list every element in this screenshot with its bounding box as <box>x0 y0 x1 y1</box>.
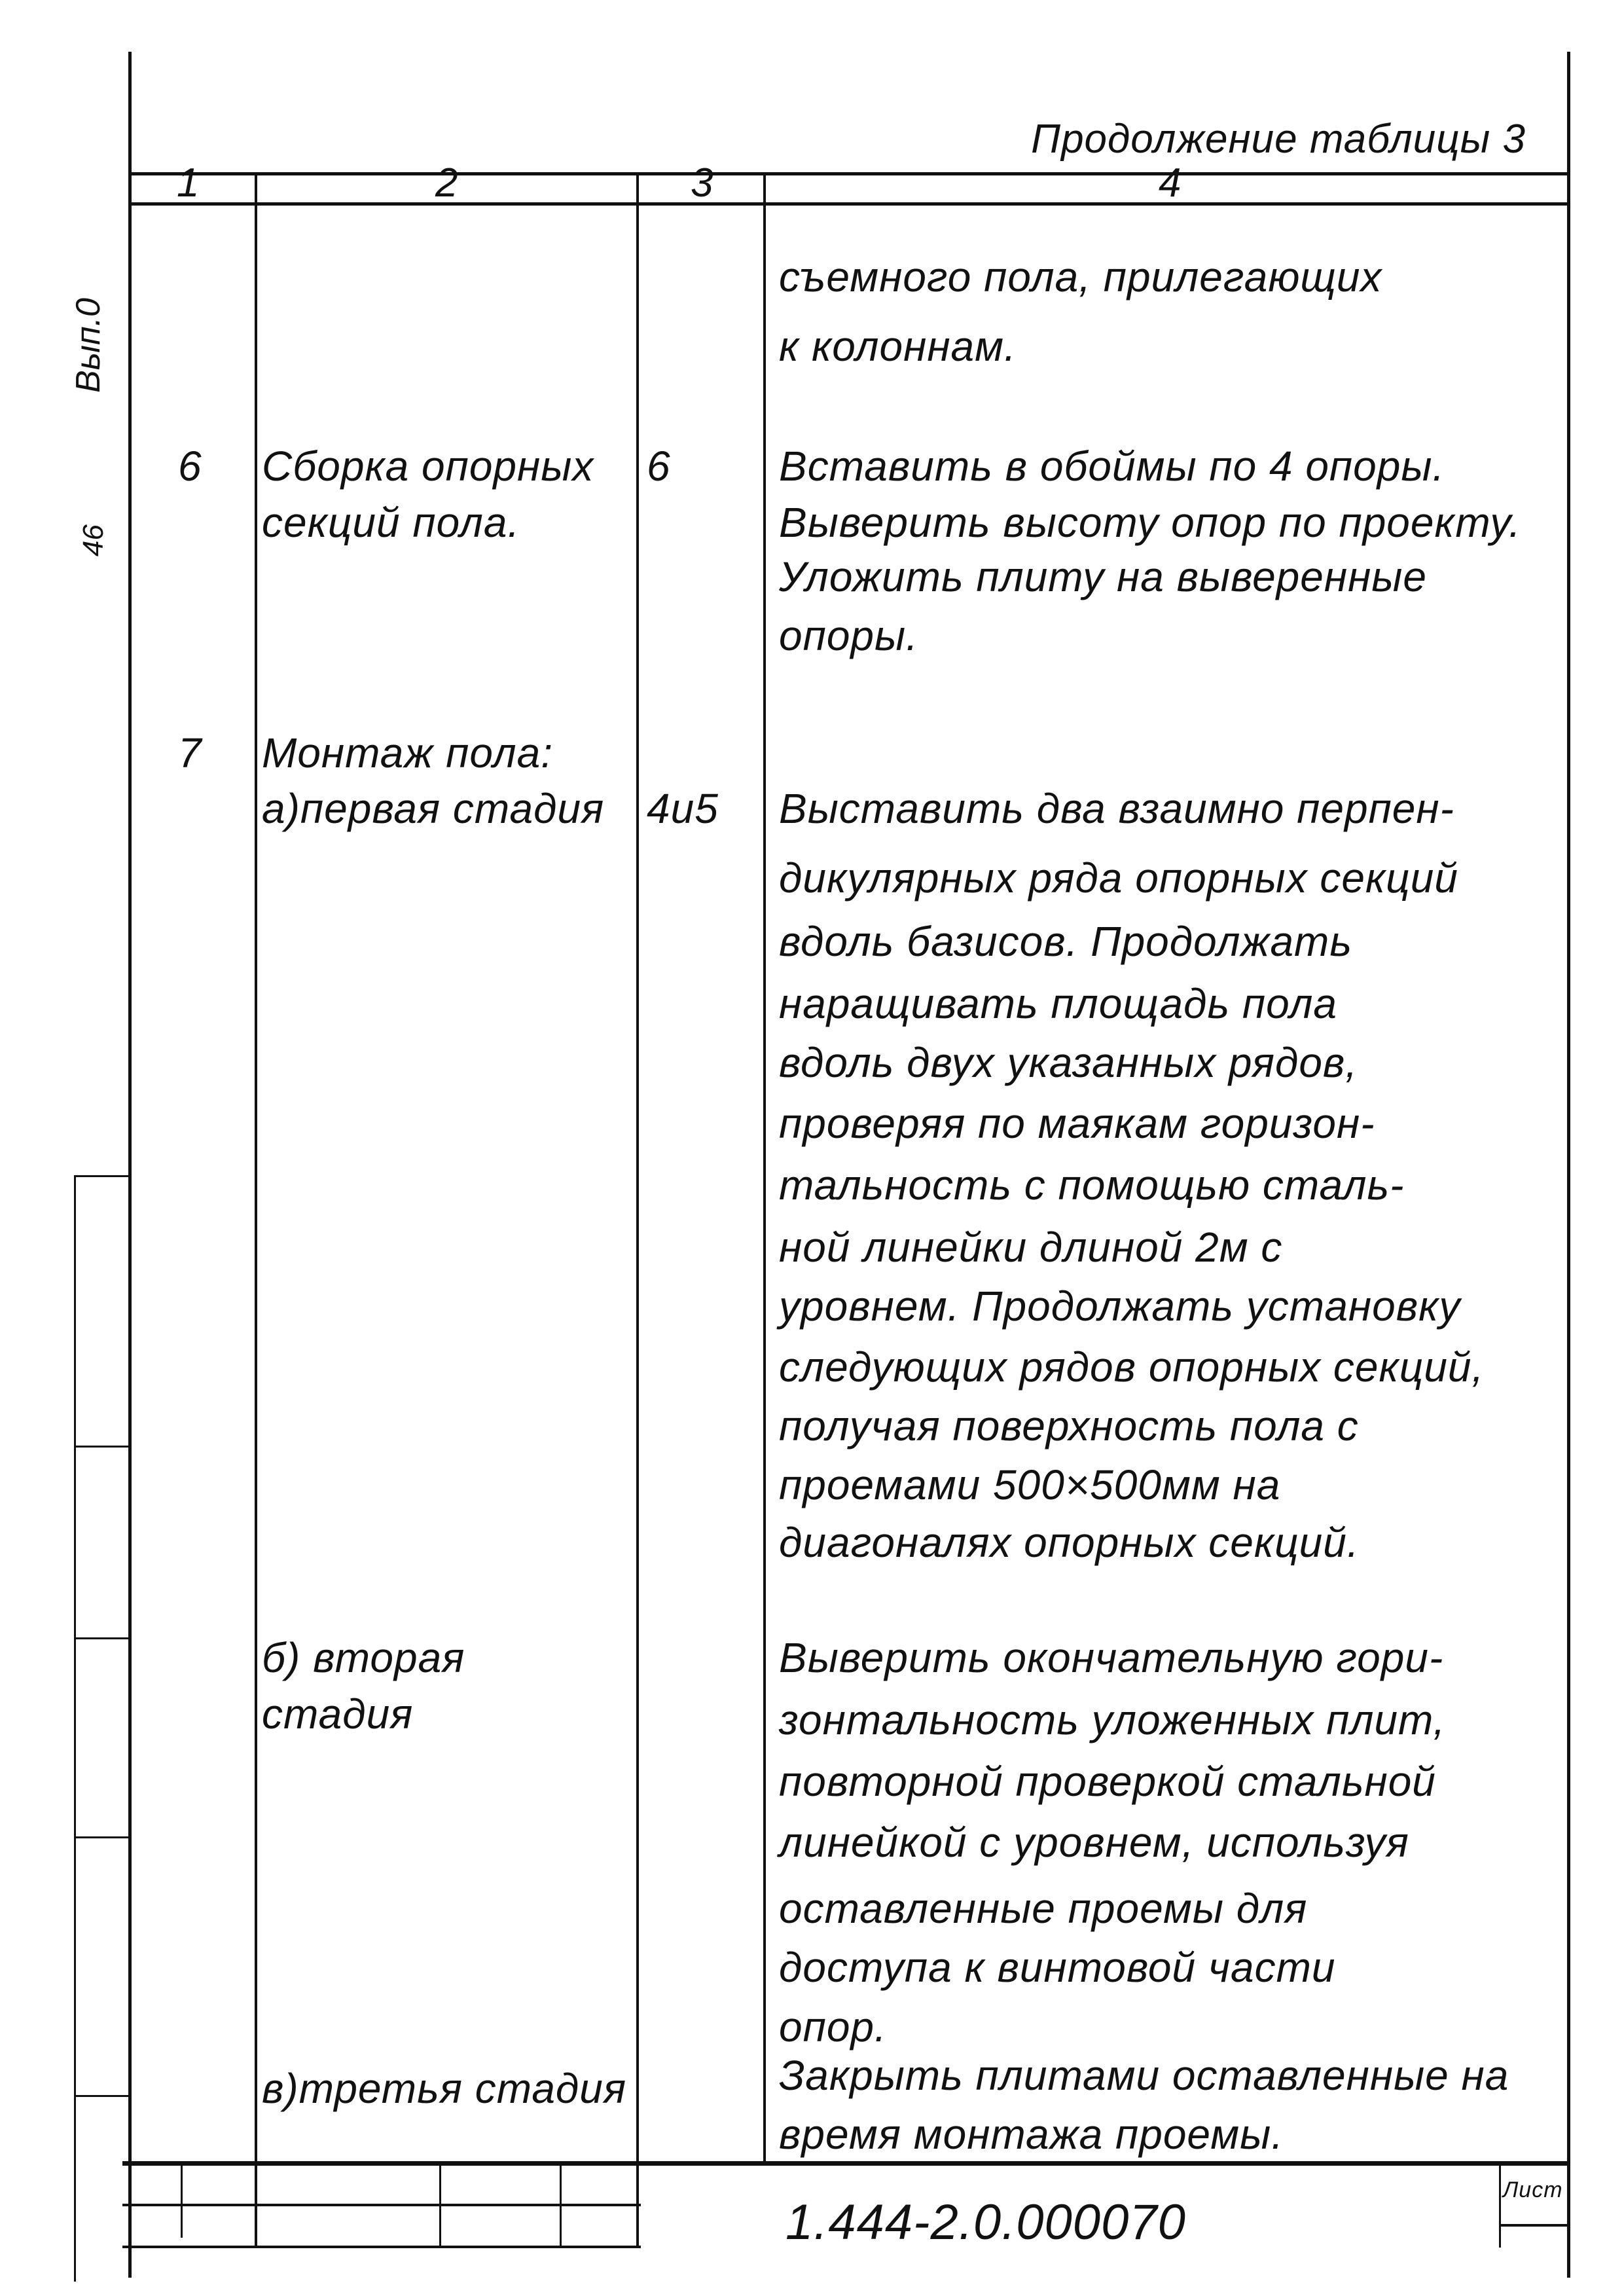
operation-name-line: в)третья стадия <box>262 2065 627 2112</box>
row-number: 6 <box>178 443 202 490</box>
margin-line <box>74 1836 130 1838</box>
col-divider-3 <box>763 172 766 2162</box>
instruction-line: проемами 500×500мм на <box>779 1461 1281 1508</box>
stamp-line <box>122 2204 641 2206</box>
frame-left <box>128 52 132 2278</box>
instruction-line: Выверить высоту опор по проекту. <box>779 499 1521 546</box>
instruction-line: к колоннам. <box>779 323 1017 370</box>
reference-number: 4и5 <box>647 785 719 832</box>
stamp-line <box>122 2246 641 2248</box>
instruction-line: проверяя по маякам горизон- <box>779 1100 1375 1147</box>
document-code: 1.444-2.0.000070 <box>785 2195 1186 2250</box>
instruction-line: Вставить в обоймы по 4 опоры. <box>779 443 1445 490</box>
instruction-line: Закрыть плитами оставленные на <box>779 2052 1509 2099</box>
margin-line <box>74 1637 130 1639</box>
instruction-line: Уложить плиту на выверенные <box>779 553 1427 600</box>
instruction-line: время монтажа проемы. <box>779 2111 1284 2158</box>
header-bottom-line <box>128 202 1570 206</box>
column-header-3: 3 <box>691 160 714 206</box>
instruction-line: уровнем. Продолжать установку <box>779 1283 1461 1330</box>
instruction-line: наращивать площадь пола <box>779 980 1337 1027</box>
frame-right <box>1567 52 1570 2278</box>
row-number: 7 <box>178 729 202 776</box>
instruction-line: получая поверхность пола с <box>779 1402 1359 1449</box>
operation-name-line: стадия <box>262 1690 414 1738</box>
edition-label: Вып.0 <box>69 298 107 393</box>
instruction-line: тальность с помощью сталь- <box>779 1161 1405 1209</box>
instruction-line: съемного пола, прилегающих <box>779 253 1382 301</box>
reference-number: 6 <box>647 443 671 490</box>
margin-line <box>74 1175 130 1177</box>
table-bottom-line <box>122 2161 1570 2166</box>
stamp-line <box>1499 2224 1568 2227</box>
instruction-line: зонтальность уложенных плит, <box>779 1696 1446 1743</box>
instruction-line: дикулярных ряда опорных секций <box>779 854 1458 902</box>
margin-line <box>74 2095 130 2097</box>
operation-name-line: б) вторая <box>262 1634 465 1681</box>
instruction-line: опоры. <box>779 612 918 659</box>
stamp-line <box>181 2162 183 2238</box>
margin-line <box>74 1175 76 2282</box>
stamp-line <box>1499 2162 1501 2248</box>
instruction-line: оставленные проемы для <box>779 1885 1308 1932</box>
instruction-line: диагоналях опорных секций. <box>779 1519 1360 1566</box>
operation-name-line: секций пола. <box>262 499 520 546</box>
column-header-1: 1 <box>177 160 200 206</box>
instruction-line: следующих рядов опорных секций, <box>779 1343 1485 1391</box>
margin-line <box>74 1446 130 1448</box>
column-header-2: 2 <box>435 160 459 206</box>
col-divider-1 <box>255 172 257 2248</box>
instruction-line: ной линейки длиной 2м с <box>779 1224 1283 1271</box>
header-top-line <box>128 172 1570 175</box>
instruction-line: опор. <box>779 2003 887 2050</box>
instruction-line: повторной проверкой стальной <box>779 1758 1436 1805</box>
operation-name-line: а)первая стадия <box>262 785 605 832</box>
instruction-line: доступа к винтовой части <box>779 1944 1336 1991</box>
instruction-line: вдоль базисов. Продолжать <box>779 918 1352 965</box>
col-divider-2 <box>636 172 639 2248</box>
table-continuation-title: Продолжение таблицы 3 <box>1031 117 1526 162</box>
margin-number: 46 <box>77 524 109 556</box>
instruction-line: Выставить два взаимно перпен- <box>779 785 1454 832</box>
instruction-line: вдоль двух указанных рядов, <box>779 1039 1358 1086</box>
sheet-label: Лист <box>1503 2178 1563 2202</box>
operation-name-line: Монтаж пола: <box>262 729 553 776</box>
operation-name-line: Сборка опорных <box>262 443 594 490</box>
instruction-line: линейкой с уровнем, используя <box>779 1819 1409 1866</box>
instruction-line: Выверить окончательную гори- <box>779 1634 1444 1681</box>
column-header-4: 4 <box>1159 160 1182 206</box>
